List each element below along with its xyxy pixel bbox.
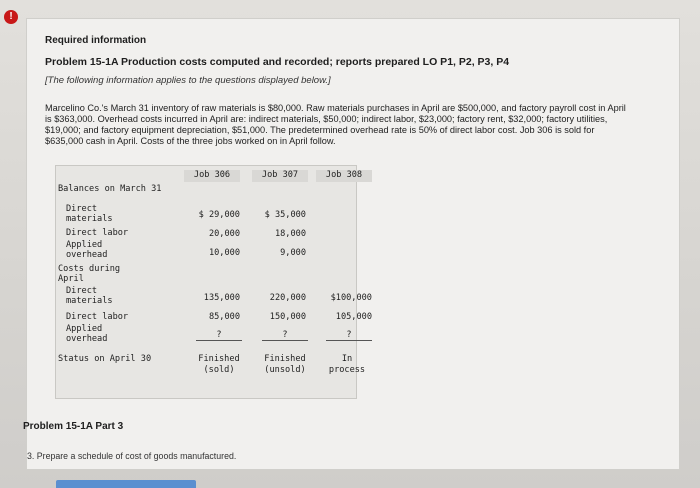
status-307-line2: (unsold)	[264, 365, 306, 375]
apr-oh-label: Applied overhead	[66, 324, 108, 344]
status-label: Status on April 30	[58, 354, 152, 364]
apr-oh-307: ?	[262, 330, 308, 341]
status-306-line2: (sold)	[203, 365, 235, 375]
job-cost-table	[55, 165, 372, 399]
status-306-line1: Finished	[198, 354, 240, 364]
col-job-307: Job 307	[252, 170, 308, 182]
problem-note: [The following information applies to the questions displayed below.]	[45, 75, 331, 86]
problem-title: Problem 15-1A Production costs computed and recorded; reports prepared LO P1, P2, P3, P4	[45, 56, 510, 68]
costs-april-label: Costs during April	[58, 264, 121, 284]
apr-dl-308: 105,000	[335, 312, 372, 322]
apr-dl-label: Direct labor	[66, 312, 129, 322]
apr-dl-306: 85,000	[208, 312, 240, 322]
bottom-tab-bar[interactable]	[56, 480, 196, 488]
apr-oh-308: ?	[326, 330, 372, 341]
apr-dm-308: $100,000	[330, 293, 372, 303]
status-308-line2: process	[328, 365, 366, 375]
bal-dl-306: 20,000	[208, 229, 240, 239]
bal-dm-307: $ 35,000	[264, 210, 306, 220]
bal-dm-label: Direct materials	[66, 204, 113, 224]
problem-paragraph: Marcelino Co.'s March 31 inventory of raw materials is $80,000. Raw materials purchases in April are $500,000, and factory payroll cost in April is $363,000. Overhead costs incurred in April are: indirect materials, $50,000; indirect labor, $23,000; factory rent, $32,000; factory utilities, $19,000; and factory equipment depreciation, $51,000. The predetermined overhead rate is 50% of direct labor cost. Job 306 is sold for $635,000 cash in April. Costs of the three jobs worked on in April follow.	[45, 103, 626, 146]
required-info-label: Required information	[45, 35, 147, 46]
apr-oh-306: ?	[196, 330, 242, 341]
bal-oh-label: Applied overhead	[66, 240, 108, 260]
apr-dm-307: 220,000	[269, 293, 306, 303]
apr-dl-307: 150,000	[269, 312, 306, 322]
bal-dl-307: 18,000	[274, 229, 306, 239]
task-instruction: 3. Prepare a schedule of cost of goods manufactured.	[27, 451, 237, 461]
status-307-line1: Finished	[264, 354, 306, 364]
apr-dm-label: Direct materials	[66, 286, 113, 306]
part-title: Problem 15-1A Part 3	[23, 421, 124, 432]
bal-oh-306: 10,000	[208, 248, 240, 258]
bal-dm-306: $ 29,000	[198, 210, 240, 220]
balances-label: Balances on March 31	[58, 184, 162, 194]
bal-dl-label: Direct labor	[66, 228, 129, 238]
bal-oh-307: 9,000	[280, 248, 306, 258]
col-job-308: Job 308	[316, 170, 372, 182]
alert-icon: !	[4, 10, 18, 24]
status-308-line1: In	[341, 354, 353, 364]
apr-dm-306: 135,000	[203, 293, 240, 303]
col-job-306: Job 306	[184, 170, 240, 182]
question-card	[23, 18, 680, 470]
